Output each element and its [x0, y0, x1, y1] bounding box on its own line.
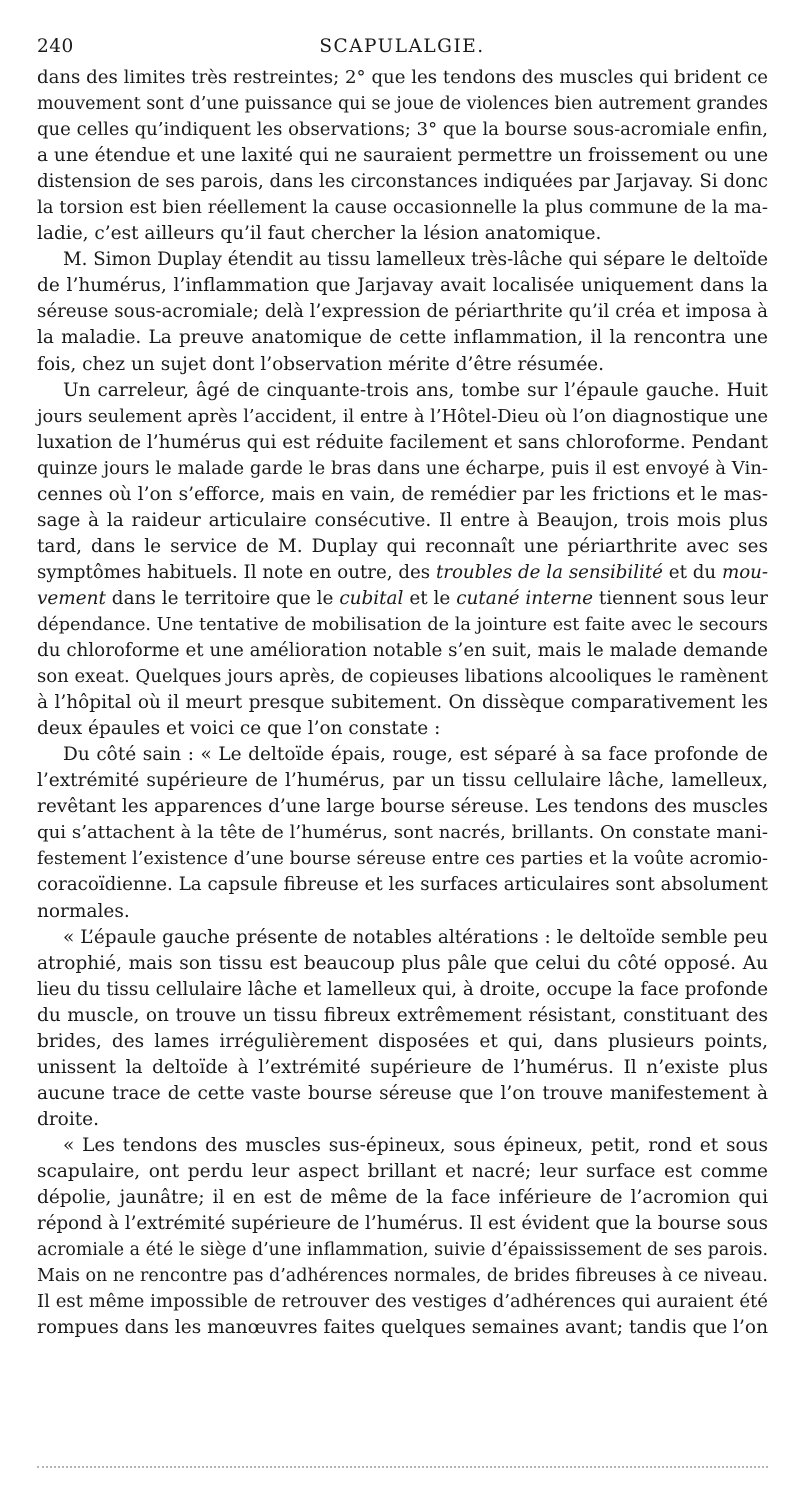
- text-line: atrophié, mais son tissu est beaucoup plus pâle que celui du côté opposé. Au: [37, 952, 768, 974]
- body-text: [37, 65, 768, 1341]
- text-line: tard, dans le service de M. Duplay qui reconnaît une périarthrite avec ses: [37, 535, 768, 557]
- text-line: la maladie. La preuve anatomique de cette inflammation, il la rencontra une: [37, 327, 768, 349]
- text-line: luxation de l’humérus qui est réduite facilement et sans chloroforme. Pendant: [37, 431, 768, 453]
- text-line: ladie, c’est ailleurs qu’il faut chercher la lésion anatomique.: [37, 223, 602, 245]
- text-line: du muscle, on trouve un tissu fibreux extrêmement résistant, constituant des: [37, 1004, 768, 1026]
- text-line: quinze jours le malade garde le bras dans une écharpe, puis il est envoyé à Vin-: [37, 457, 768, 479]
- text-line: deux épaules et voici ce que l’on constate :: [37, 718, 441, 740]
- text-line: l’extrémité supérieure de l’humérus, par un tissu cellulaire lâche, lamelleux,: [37, 770, 768, 792]
- page-header: [37, 36, 767, 58]
- italic-term: troubles de la sensibilité: [435, 561, 663, 583]
- text-line: dépendance. Une tentative de mobilisation de la jointure est faite avec le secours: [37, 614, 768, 635]
- text-line: Mais on ne rencontre pas d’adhérences normales, de brides fibreuses à ce niveau.: [37, 1266, 768, 1287]
- text-line: jours seulement après l’accident, il entre à l’Hôtel-Dieu où l’on diagnostique une: [37, 405, 769, 427]
- text-line: répond à l’extrémité supérieure de l’humérus. Il est évident que la bourse sous: [37, 1213, 768, 1235]
- text-line: « Les tendons des muscles sus-épineux, sous épineux, petit, rond et sous: [63, 1134, 768, 1156]
- text-line: a une étendue et une laxité qui ne sauraient permettre un froissement ou une: [37, 145, 769, 167]
- text-line: revêtant les apparences d’une large bourse séreuse. Les tendons des muscles: [37, 796, 768, 818]
- text-line: droite.: [37, 1108, 100, 1130]
- italic-term: cubital: [339, 587, 404, 609]
- text-segment: tiennent sous leur: [592, 587, 768, 609]
- text-line: normales.: [37, 900, 130, 922]
- text-line: dépolie, jaunâtre; il en est de même de la face inférieure de l’acromion qui: [37, 1187, 768, 1209]
- text-line: de l’humérus, l’inflammation que Jarjavay avait localisée uniquement dans la: [37, 275, 768, 297]
- text-line: [37, 586, 768, 612]
- text-line: unissent la deltoïde à l’extrémité supérieure de l’humérus. Il n’existe plus: [37, 1056, 768, 1078]
- text-line: « L’épaule gauche présente de notables altérations : le deltoïde semble peu: [63, 926, 768, 948]
- italic-term: cutané interne: [456, 587, 593, 609]
- italic-term: mou-: [721, 561, 769, 583]
- text-line: M. Simon Duplay étendit au tissu lamelleux très-lâche qui sépare le deltoïde: [63, 249, 768, 271]
- text-line: son exeat. Quelques jours après, de copieuses libations alcooliques le ramènent: [37, 666, 768, 688]
- text-segment: dans le territoire que le: [105, 587, 340, 609]
- text-line: à l’hôpital où il meurt presque subitement. On dissèque comparativement les: [37, 692, 768, 714]
- text-segment: et le: [403, 587, 457, 609]
- text-line: Un carreleur, âgé de cinquante-trois ans, tombe sur l’épaule gauche. Huit: [63, 379, 768, 401]
- text-line: brides, des lames irrégulièrement disposées et qui, dans plusieurs points,: [37, 1030, 768, 1052]
- text-line: lieu du tissu cellulaire lâche et lamelleux qui, à droite, occupe la face profonde: [37, 978, 768, 1000]
- text-line: du chloroforme et une amélioration notable s’en suit, mais le malade demande: [37, 640, 768, 662]
- text-line: festement l’existence d’une bourse séreuse entre ces parties et la voûte acromio-: [37, 849, 768, 870]
- text-line: scapulaire, ont perdu leur aspect brillant et nacré; leur surface est comme: [37, 1160, 768, 1182]
- text-segment: symptômes habituels. Il note en outre, des: [37, 561, 436, 583]
- text-line: sage à la raideur articulaire consécutive. Il entre à Beaujon, trois mois plus: [37, 509, 768, 531]
- page-number: 240: [37, 36, 74, 57]
- text-line: distension de ses parois, dans les circonstances indiquées par Jarjavay. Si donc: [37, 171, 768, 193]
- text-line: que celles qu’indiquent les observations; 3° que la bourse sous-acromiale enfin,: [37, 119, 768, 141]
- text-line: coracoïdienne. La capsule fibreuse et les surfaces articulaires sont absolument: [37, 874, 768, 896]
- text-line: dans des limites très restreintes; 2° que les tendons des muscles qui brident ce: [37, 67, 768, 88]
- text-line: fois, chez un sujet dont l’observation mérite d’être résumée.: [37, 353, 604, 375]
- text-segment: et du: [662, 561, 722, 583]
- text-line: cennes où l’on s’efforce, mais en vain, de remédier par les frictions et le mas-: [37, 483, 768, 505]
- text-line: qui s’attachent à la tête de l’humérus, sont nacrés, brillants. On constate mani-: [37, 822, 768, 844]
- text-line: mouvement sont d’une puissance qui se joue de violences bien autrement grandes: [37, 94, 768, 115]
- running-title: SCAPULALGIE.: [319, 36, 485, 57]
- text-line: [37, 560, 768, 586]
- italic-term: vement: [37, 587, 106, 609]
- footer-rule: [37, 1466, 768, 1474]
- text-line: la torsion est bien réellement la cause occasionnelle la plus commune de la ma-: [37, 197, 768, 219]
- text-line: Du côté sain : « Le deltoïde épais, rouge, est séparé à sa face profonde de: [63, 744, 768, 766]
- text-line: acromiale a été le siège d’une inflammation, suivie d’épaississement de ses parois.: [37, 1240, 768, 1261]
- text-line: aucune trace de cette vaste bourse séreuse que l’on trouve manifestement à: [37, 1082, 768, 1104]
- text-line: Il est même impossible de retrouver des vestiges d’adhérences qui auraient été: [37, 1291, 768, 1313]
- text-line: séreuse sous-acromiale; delà l’expression de périarthrite qu’il créa et imposa à: [37, 301, 768, 323]
- text-line: rompues dans les manœuvres faites quelques semaines avant; tandis que l’on: [37, 1317, 768, 1339]
